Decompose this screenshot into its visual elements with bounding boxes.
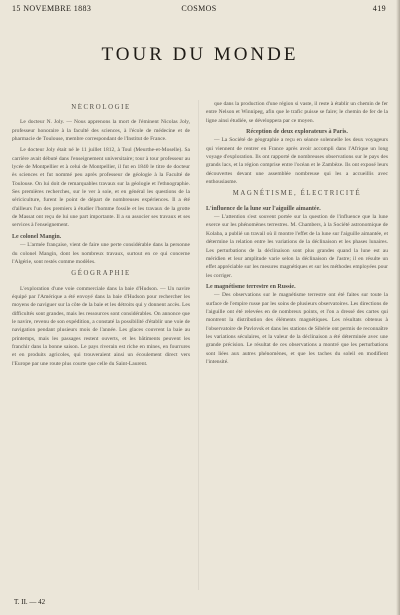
section-heading-necrologie: NÉCROLOGIE xyxy=(71,104,131,111)
issue-date: 15 NOVEMBRE 1883 xyxy=(12,4,92,13)
journal-name: COSMOS xyxy=(181,4,217,13)
paragraph: — L'attention s'est souvent portée sur la question de l'influence que la lune exerce sur les phénomènes terrestres. M. Chambers, à la Société astronomique de Kolaba, a publié un travail où il montre l'effet de la lune sur l'aiguille aimantée, et détermine la relation entre les variations de la déclinaison et les phases lunaires. Les perturbations de la déclinaison sont plus grandes quand la lune est au méridien et leur amplitude varie selon la déclinaison de l'astre; il en résulte un effet appréciable sur les mesures magnétiques et sur les méthodes employées pour les corriger. xyxy=(206,214,388,279)
subheading-magnetisme-russie: Le magnétisme terrestre en Russie. xyxy=(206,283,296,290)
running-head xyxy=(12,4,386,16)
subheading-influence-lune: L'influence de la lune sur l'aiguille aimantée. xyxy=(206,205,321,212)
paragraph: que dans la production d'une région si vaste, il reste à établir un chemin de fer entre Nelson et Winnipeg, afin que le trafic puisse se faire; le chemin de fer de la ligne ainsi étudiée, se développera par ce moyen. xyxy=(206,101,388,124)
section-heading-geographie: GÉOGRAPHIE xyxy=(71,270,131,278)
page-title: TOUR DU MONDE xyxy=(101,44,299,65)
paragraph: — Des observations sur le magnétisme terrestre ont été faites sur toute la surface de l'empire russe par les soins de plusieurs observatoires. Les directions de l'aiguille ont été relevées en de nombreux points, et l'on a dressé des cartes qui montrent la distribution des éléments magnétiques. Les résultats obtenus à l'observatoire de Pavlovsk et dans les stations de Sibérie ont permis de reconnaître les variations séculaires, et la valeur de la déclinaison a été déterminée avec une grande précision. Le résultat de ces observations a montré que les perturbations sont liées aux autres phénomènes, et que les taches du soleil en modifient l'intensité. xyxy=(206,292,388,365)
page-number: 419 xyxy=(372,4,386,13)
paragraph: Le docteur N. Joly. — Nous apprenons la mort de l'éminent Nicolas Joly, professeur honoraire à la faculté des sciences, à l'école de médecine et de pharmacie de Toulouse, membre correspondant de l'Institut de France. xyxy=(12,119,190,143)
column-divider xyxy=(198,100,199,590)
page-edge-shadow xyxy=(396,0,400,615)
subheading-reception: Réception de deux explorateurs à Paris. xyxy=(246,129,348,136)
paragraph: L'exploration d'une voie commerciale dans la baie d'Hudson. — Un navire équipé par l'Amérique a été envoyé dans la baie d'Hudson pour rechercher les moyens de naviguer sur la côte de la baie et les détroits qui y donnent accès. Les difficultés sont grandes, mais les ressources sont considérables. On annonce que le navire, revenu de son expédition, a constaté la possibilité d'établir une voie de navigation pendant plusieurs mois de l'année. Les glaces couvrent la baie au printemps, mais les passages restent ouverts, et les bâtiments peuvent les franchir dans la bonne saison. Le pays riverain est riche en mines, en fourrures et en produits agricoles, qui trouveraient ainsi un écoulement direct vers l'Europe par une route plus courte que celle du Saint-Laurent. xyxy=(12,285,190,367)
paragraph: Le docteur Joly était né le 11 juillet 1812, à Toul (Meurthe-et-Moselle). Sa carrière avait débuté dans l'enseignement universitaire; tour à tour professeur au lycée de Montpellier et à celui de Montpellier, il fut en 1840 le titre de docteur ès sciences et fut nommé peu après professeur de géologie à la Faculté de Toulouse. On lui doit de remarquables travaux sur la géologie et l'ethnographie. Ses premières recherches, sur le ver à soie, et en général les questions de la sériciculture, furent le point de départ de nombreuses expériences. Il a été d'ailleurs l'un des premiers à étudier l'homme fossile et les travaux de la grotte de Massat ont reçu de lui une part importante. Il a su associer ses travaux et ses services à l'enseignement. xyxy=(12,147,190,229)
volume-footnote: T. II. — 42 xyxy=(14,598,46,606)
right-column xyxy=(206,100,388,369)
paragraph: — La Société de géographie a reçu en séance solennelle les deux voyageurs qui viennent de rentrer en France après avoir accompli dans l'Afrique un long voyage d'exploration. Ils ont rapporté de nombreuses observations sur le pays des grands lacs, et la région comprise entre l'océan et le Zambèze. Ils ont exposé leurs découvertes devant une assemblée nombreuse qui les a accueillis avec enthousiasme. xyxy=(206,137,388,186)
subheading-colonel-mangin: Le colonel Mangin. xyxy=(12,233,62,240)
paragraph: — L'armée française, vient de faire une perte considérable dans la personne du colonel Mangin, dont les nombreux travaux, surtout en ce qui concerne l'Algérie, sont restés comme modèles. xyxy=(12,242,190,265)
left-column xyxy=(12,100,190,371)
section-heading-magnetisme: MAGNÉTISME, ÉLECTRICITÉ xyxy=(232,190,362,198)
